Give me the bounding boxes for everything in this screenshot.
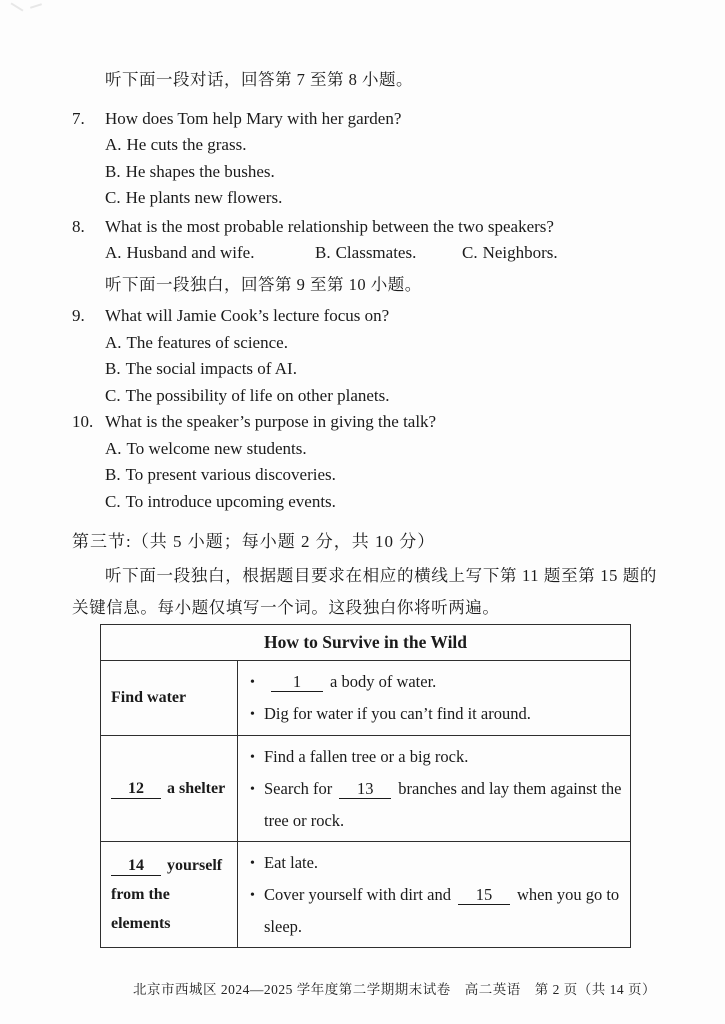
option-label: B.: [315, 243, 331, 262]
question-text: What is the most probable relationship between the two speakers?: [105, 216, 554, 236]
bullet-text: Search for: [264, 778, 333, 798]
option-text: Classmates.: [335, 243, 417, 262]
question-number: 7.: [72, 108, 85, 128]
table-row: [101, 735, 631, 841]
bullet-text: Cover yourself with dirt and: [264, 884, 451, 904]
question-body: [105, 303, 657, 409]
row-details: [238, 735, 631, 841]
option-label: B.: [105, 359, 121, 378]
option-label: A.: [105, 332, 122, 352]
bullet-text: a body of water.: [330, 671, 437, 691]
bullet-text: Find a fallen tree or a big rock.: [264, 746, 469, 766]
question-number: 8.: [72, 216, 85, 236]
list-item: [250, 773, 622, 836]
blank-field: 15: [458, 885, 510, 905]
topic-text: Find water: [111, 689, 187, 706]
option-label: C.: [105, 491, 121, 511]
option-text: He plants new flowers.: [125, 188, 283, 207]
question-body: [105, 106, 657, 212]
row-details: [238, 841, 631, 947]
option-a: [105, 240, 315, 267]
option-text: To welcome new students.: [126, 438, 307, 458]
options-row: [105, 240, 657, 267]
table-title: How to Survive in the Wild: [101, 624, 631, 660]
option-label: A.: [105, 438, 122, 458]
option-a: [105, 132, 657, 159]
option-b: [315, 240, 462, 267]
option-b: [105, 159, 657, 186]
bullet-text: Eat late.: [264, 852, 319, 872]
table-row: [101, 660, 631, 735]
list-item: [250, 741, 622, 773]
monologue-intro-9-10: 听下面一段独白，回答第 9 至第 10 小题。: [105, 274, 422, 294]
option-a: [105, 436, 657, 463]
option-label: B.: [105, 465, 121, 484]
option-b: [105, 356, 657, 383]
dialog-intro-7-8: 听下面一段对话，回答第 7 至第 8 小题。: [105, 70, 413, 89]
option-text: He shapes the bushes.: [125, 161, 275, 181]
question-number: 10.: [72, 412, 94, 431]
option-text: To present various discoveries.: [125, 465, 336, 484]
bullet-text: when you go to sleep.: [264, 884, 620, 936]
option-text: He cuts the grass.: [126, 135, 247, 154]
option-label: C.: [105, 188, 121, 207]
row-topic: [101, 735, 238, 841]
list-item: [250, 847, 622, 879]
bullet-text: branches and lay them against the tree or rock.: [264, 778, 622, 830]
question-body: [105, 214, 657, 267]
list-item: [250, 698, 622, 730]
option-c: [462, 240, 558, 267]
option-text: To introduce upcoming events.: [125, 491, 336, 511]
option-c: [105, 383, 657, 410]
topic-text: a shelter: [167, 779, 226, 797]
topic-text: yourself from the elements: [111, 856, 223, 932]
option-a: [105, 330, 657, 357]
option-text: The possibility of life on other planets.: [125, 385, 390, 405]
question-body: [105, 409, 657, 515]
option-label: A.: [105, 243, 122, 262]
row-topic: [101, 660, 238, 735]
option-c: [105, 489, 657, 516]
bullet-text: Dig for water if you can’t find it around.: [264, 703, 531, 723]
table-row: [101, 841, 631, 947]
option-text: Husband and wife.: [126, 243, 255, 262]
question-text: How does Tom help Mary with her garden?: [105, 108, 402, 128]
question-text: What will Jamie Cook’s lecture focus on?: [105, 306, 390, 325]
blank-field: 13: [339, 779, 391, 799]
section3-instruction: 听下面一段独白，根据题目要求在相应的横线上写下第 11 题至第 15 题的关键信息。每小题仅填写一个词。这段独白你将听两遍。: [72, 565, 657, 617]
survival-table: [100, 624, 631, 948]
option-text: The social impacts of AI.: [125, 359, 297, 378]
row-topic: [101, 841, 238, 947]
list-item: [250, 666, 622, 698]
question-10: [72, 409, 657, 515]
question-7: [72, 106, 657, 212]
section3-heading: 第三节:（共 5 小题；每小题 2 分，共 10 分）: [72, 532, 436, 551]
option-b: [105, 462, 657, 489]
blank-field: 14: [111, 856, 161, 876]
list-item: [250, 879, 622, 942]
question-8: [72, 214, 657, 267]
option-c: [105, 185, 657, 212]
row-details: [238, 660, 631, 735]
question-text: What is the speaker’s purpose in giving the talk?: [105, 412, 437, 431]
table-title-row: [101, 624, 631, 660]
option-text: The features of science.: [126, 332, 288, 352]
page-footer: 北京市西城区 2024—2025 学年度第二学期期末试卷 高二英语 第 2 页（共 14 页）: [133, 981, 656, 997]
option-label: A.: [105, 135, 122, 154]
option-label: C.: [105, 385, 121, 405]
question-number: 9.: [72, 306, 85, 325]
question-9: [72, 303, 657, 409]
option-label: B.: [105, 161, 121, 181]
option-label: C.: [462, 243, 478, 262]
blank-field: 1: [271, 672, 323, 692]
option-text: Neighbors.: [482, 243, 558, 262]
blank-field: 12: [111, 779, 161, 799]
